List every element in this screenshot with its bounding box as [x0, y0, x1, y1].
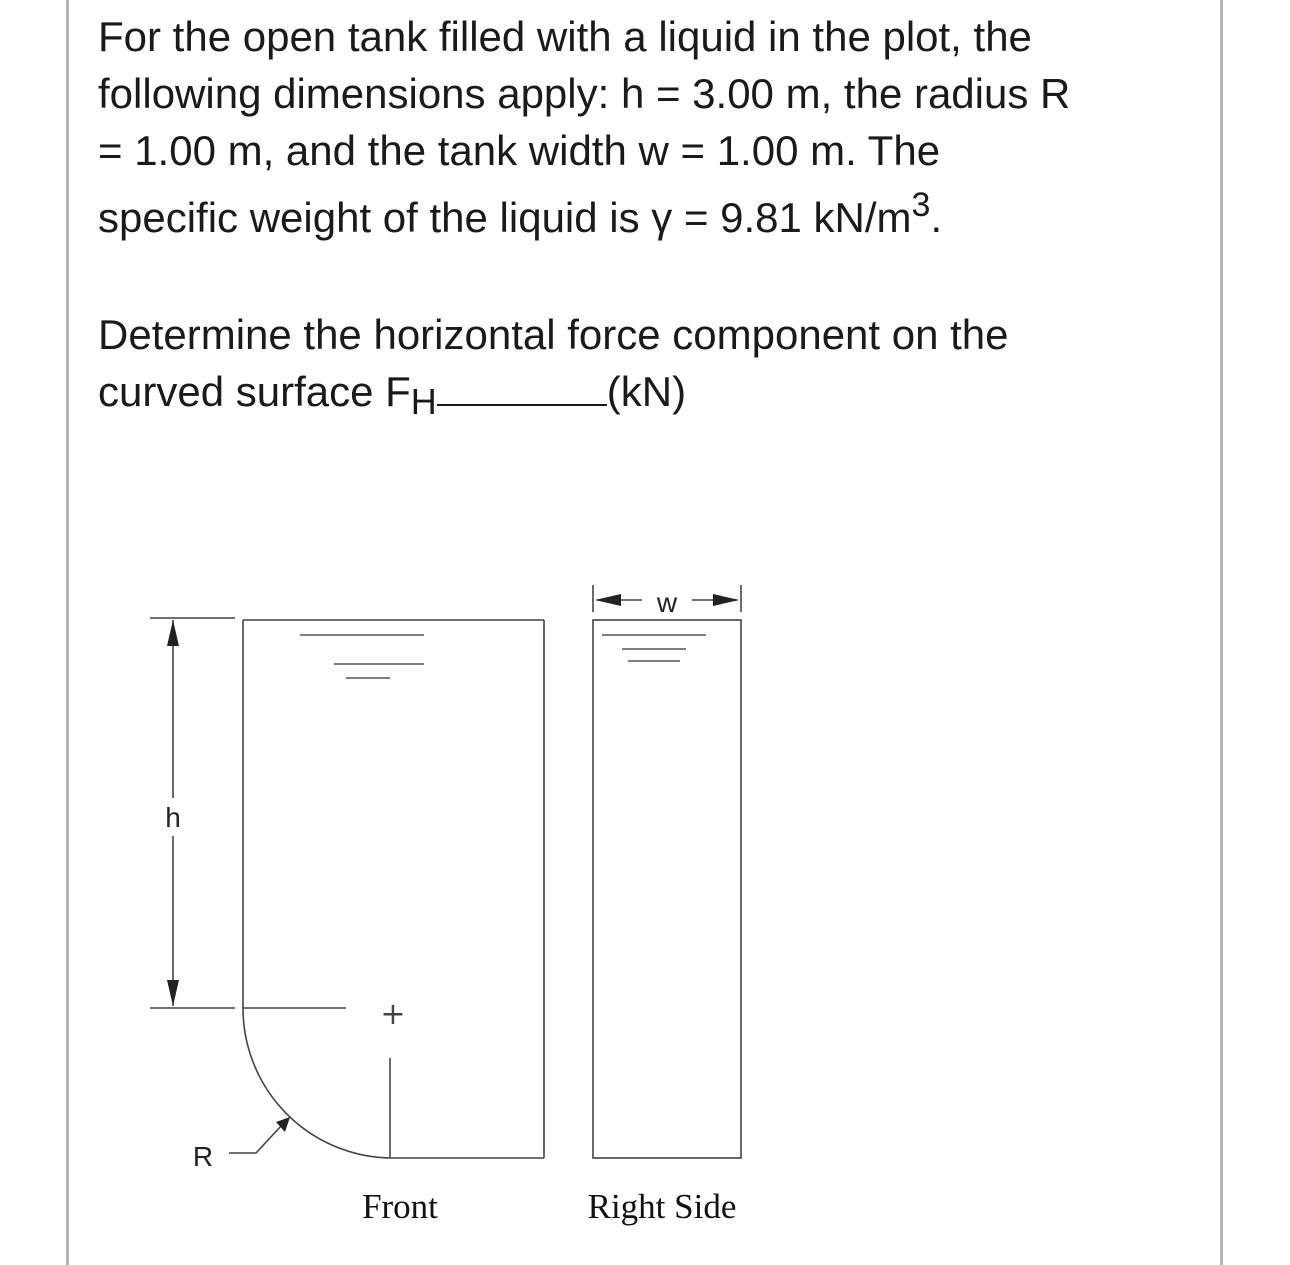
front-water-surface-symbol: [300, 635, 424, 678]
specific-weight-text: specific weight of the liquid is γ = 9.81 kN/m: [98, 194, 912, 241]
period: .: [930, 194, 943, 241]
front-view: [243, 620, 544, 1158]
label-r: R: [192, 1141, 214, 1172]
side-water-surface-symbol: [602, 635, 706, 661]
problem-line-1: For the open tank filled with a liquid in the plot, the: [98, 13, 1032, 60]
side-tank-outline: [593, 620, 741, 1158]
w-arrow-left: [595, 594, 621, 606]
w-arrow-right: [713, 594, 739, 606]
side-view: [593, 585, 741, 1158]
label-h: h: [165, 802, 181, 833]
problem-line-3: = 1.00 m, and the tank width w = 1.00 m. The: [98, 127, 941, 174]
center-mark: +: [380, 997, 406, 1032]
exponent: 3: [911, 186, 931, 224]
r-leader: [229, 1125, 282, 1153]
question-text: curved surface F: [98, 368, 411, 415]
label-w: w: [656, 587, 678, 618]
h-dimension: [150, 618, 235, 1008]
question-line-1: Determine the horizontal force component on the: [98, 311, 1009, 358]
curved-surface: [243, 1008, 390, 1158]
problem-line-2: following dimensions apply: h = 3.00 m, the radius R: [98, 70, 1071, 117]
caption-right-side: Right Side: [587, 1187, 737, 1226]
caption-front: Front: [362, 1187, 438, 1226]
unit-label: (kN): [606, 368, 687, 415]
h-arrow-bottom: [167, 980, 179, 1006]
h-arrow-top: [167, 620, 179, 646]
subscript-h: H: [410, 381, 437, 422]
